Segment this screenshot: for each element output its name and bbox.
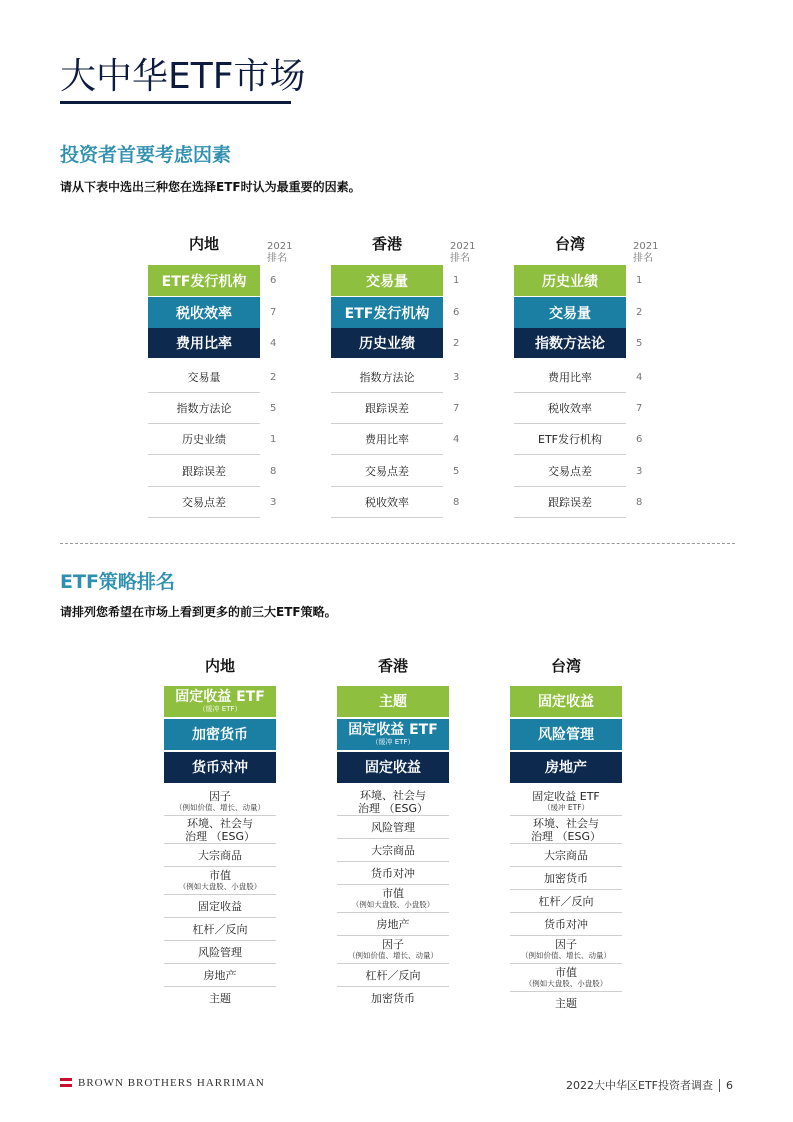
strategy-label: 市值 <box>555 966 577 979</box>
section1-title: 投资者首要考虑因素 <box>60 144 232 166</box>
rank-2021: 8 <box>453 497 460 508</box>
strategy-row <box>510 964 622 992</box>
region-heading: 内地 <box>188 235 219 253</box>
factor-row: ETF发行机构 <box>514 424 626 455</box>
rank-2021: 7 <box>636 403 643 414</box>
section2-title: ETF策略排名 <box>60 571 175 593</box>
rank-2021: 8 <box>270 466 277 477</box>
rank-header-label: 排名 <box>267 253 287 264</box>
strategy-row <box>164 867 276 895</box>
region-heading: 香港 <box>371 235 402 253</box>
section2-question: 请排列您希望在市场上看到更多的前三大ETF策略。 <box>60 605 337 619</box>
factor-row: 跟踪误差 <box>514 487 626 518</box>
rank-2021: 1 <box>270 434 277 445</box>
rank-2021: 7 <box>453 403 460 414</box>
strategy-row <box>337 987 449 1010</box>
rank-header <box>267 241 292 265</box>
factor-row: 交易点差 <box>148 487 260 518</box>
strategy-row <box>510 844 622 867</box>
strategy-row <box>164 816 276 844</box>
title-underline <box>60 101 291 104</box>
rank-2021: 3 <box>636 466 643 477</box>
top-factor: 交易量 <box>514 297 626 328</box>
rank-header-year: 2021 <box>450 241 476 252</box>
strategy-label: 环境、社会与 <box>360 788 426 802</box>
strategy-row <box>510 788 622 816</box>
strategy-label: 大宗商品 <box>371 843 415 857</box>
strategy-label: 市值 <box>209 869 231 882</box>
section-divider <box>60 543 735 544</box>
rank-2021: 6 <box>270 275 277 286</box>
strategy-label-line2: 治理 （ESG） <box>358 801 428 815</box>
strategy-row <box>510 992 622 1015</box>
factor-row: 跟踪误差 <box>331 393 443 424</box>
factor-row: 指数方法论 <box>331 362 443 393</box>
rank-2021: 3 <box>270 497 277 508</box>
factor-row: 费用比率 <box>514 362 626 393</box>
strategy-row <box>510 867 622 890</box>
strategy-label: 货币对冲 <box>544 917 588 931</box>
strategy-note: （例如价值、增长、动量） <box>521 951 611 960</box>
factor-row: 税收效率 <box>331 487 443 518</box>
top-strategy <box>510 752 622 783</box>
region-heading: 香港 <box>377 657 408 675</box>
factor-row: 历史业绩 <box>148 424 260 455</box>
strategy-row <box>164 844 276 867</box>
strategy-note: （缓冲 ETF） <box>542 803 590 812</box>
rank-2021: 8 <box>636 497 643 508</box>
strategy-note: （缓冲 ETF） <box>371 738 415 746</box>
factor-row: 交易点差 <box>514 456 626 487</box>
top-strategy <box>164 686 276 717</box>
strategy-row <box>337 936 449 964</box>
strategy-row <box>337 913 449 936</box>
strategy-label: 环境、社会与 <box>187 816 253 830</box>
factor-row: 交易量 <box>148 362 260 393</box>
top-strategy <box>337 752 449 783</box>
strategy-label: 主题 <box>379 693 407 710</box>
strategy-row <box>164 788 276 816</box>
top-factor: 历史业绩 <box>514 265 626 296</box>
strategy-label: 加密货币 <box>544 871 588 885</box>
strategy-label: 房地产 <box>203 968 237 982</box>
factor-row: 费用比率 <box>331 424 443 455</box>
strategy-row <box>337 839 449 862</box>
strategy-label: 加密货币 <box>192 726 248 743</box>
brand-name: BROWN BROTHERS HARRIMAN <box>78 1077 265 1089</box>
strategy-row <box>164 918 276 941</box>
rank-header <box>633 241 658 265</box>
strategy-row <box>337 788 449 816</box>
strategy-label: 主题 <box>555 997 577 1010</box>
region-heading: 台湾 <box>554 235 585 253</box>
strategy-label-line2: 治理 （ESG） <box>185 829 255 843</box>
strategy-label: 固定收益 <box>538 693 594 710</box>
top-strategy <box>337 686 449 717</box>
strategy-label: 杠杆／反向 <box>538 894 594 908</box>
rank-2021: 6 <box>636 434 643 445</box>
rank-2021: 1 <box>636 275 643 286</box>
strategy-label: 因子 <box>209 790 231 803</box>
strategy-row <box>337 862 449 885</box>
strategy-note: （例如大盘股、小盘股） <box>178 882 262 891</box>
strategy-label: 杠杆／反向 <box>365 968 421 982</box>
strategy-label: 房地产 <box>376 917 410 931</box>
top-strategy <box>510 686 622 717</box>
strategy-row <box>337 964 449 987</box>
strategy-label: 货币对冲 <box>192 759 248 776</box>
strategy-note: （例如价值、增长、动量） <box>348 951 438 960</box>
rank-2021: 2 <box>270 372 277 383</box>
strategy-row <box>164 941 276 964</box>
strategy-row <box>337 816 449 839</box>
strategy-note: （例如价值、增长、动量） <box>175 803 265 812</box>
strategy-label: 大宗商品 <box>544 848 588 862</box>
rank-2021: 2 <box>636 307 643 318</box>
strategy-label: 风险管理 <box>371 820 415 834</box>
factor-row: 税收效率 <box>514 393 626 424</box>
strategy-row <box>164 964 276 987</box>
factor-row: 指数方法论 <box>148 393 260 424</box>
rank-2021: 4 <box>270 338 277 349</box>
strategy-note: （缓冲 ETF） <box>198 705 242 713</box>
rank-header-label: 排名 <box>633 253 653 264</box>
strategy-label: 风险管理 <box>538 726 594 743</box>
strategy-label: 固定收益 ETF <box>348 722 438 738</box>
factor-row: 跟踪误差 <box>148 456 260 487</box>
top-factor: 指数方法论 <box>514 328 626 358</box>
top-factor: ETF发行机构 <box>331 297 443 328</box>
strategy-note: （例如大盘股、小盘股） <box>351 900 435 909</box>
strategy-label: 固定收益 <box>365 759 421 776</box>
rank-2021: 1 <box>453 275 460 286</box>
strategy-row <box>164 987 276 1010</box>
strategy-row <box>510 936 622 964</box>
strategy-label: 加密货币 <box>371 992 415 1005</box>
top-strategy <box>337 719 449 750</box>
rank-2021: 5 <box>270 403 277 414</box>
strategy-row <box>337 885 449 913</box>
bbh-logo-icon <box>60 1078 72 1089</box>
strategy-label: 市值 <box>382 887 404 900</box>
strategy-label: 风险管理 <box>198 945 242 959</box>
top-factor: 交易量 <box>331 265 443 296</box>
strategy-label: 因子 <box>382 938 404 951</box>
rank-2021: 4 <box>453 434 460 445</box>
strategy-label: 货币对冲 <box>371 866 415 880</box>
section1-question: 请从下表中选出三种您在选择ETF时认为最重要的因素。 <box>60 180 361 194</box>
strategy-label: 主题 <box>209 992 231 1005</box>
region-heading: 台湾 <box>550 657 581 675</box>
strategy-label: 固定收益 ETF <box>175 689 265 705</box>
rank-2021: 2 <box>453 338 460 349</box>
strategy-label: 杠杆／反向 <box>192 922 248 936</box>
region-heading: 内地 <box>204 657 235 675</box>
strategy-note: （例如大盘股、小盘股） <box>524 979 608 988</box>
footer-separator <box>719 1079 720 1092</box>
rank-header-year: 2021 <box>633 241 659 252</box>
strategy-label: 大宗商品 <box>198 848 242 862</box>
page-title: 大中华ETF市场 <box>60 56 306 97</box>
rank-2021: 7 <box>270 307 277 318</box>
top-factor: 历史业绩 <box>331 328 443 358</box>
rank-header <box>450 241 475 265</box>
strategy-label: 固定收益 <box>198 899 242 913</box>
top-strategy <box>510 719 622 750</box>
strategy-row <box>510 913 622 936</box>
top-strategy <box>164 719 276 750</box>
rank-2021: 3 <box>453 372 460 383</box>
strategy-row <box>164 895 276 918</box>
factor-row: 交易点差 <box>331 456 443 487</box>
strategy-label: 因子 <box>555 938 577 951</box>
strategy-label: 房地产 <box>545 759 587 776</box>
rank-2021: 5 <box>453 466 460 477</box>
rank-header-year: 2021 <box>267 241 293 252</box>
strategy-row <box>510 890 622 913</box>
rank-2021: 4 <box>636 372 643 383</box>
rank-header-label: 排名 <box>450 253 470 264</box>
top-factor: ETF发行机构 <box>148 265 260 296</box>
rank-2021: 5 <box>636 338 643 349</box>
top-strategy <box>164 752 276 783</box>
footer-logo <box>60 1077 265 1089</box>
strategy-label: 环境、社会与 <box>533 816 599 830</box>
strategy-row <box>510 816 622 844</box>
top-factor: 税收效率 <box>148 297 260 328</box>
strategy-label: 固定收益 ETF <box>532 790 600 803</box>
report-title: 2022大中华区ETF投资者调查 <box>566 1079 713 1092</box>
top-factor: 费用比率 <box>148 328 260 358</box>
page-number: 6 <box>726 1078 733 1092</box>
footer-report <box>566 1077 733 1093</box>
strategy-label-line2: 治理 （ESG） <box>531 829 601 843</box>
rank-2021: 6 <box>453 307 460 318</box>
